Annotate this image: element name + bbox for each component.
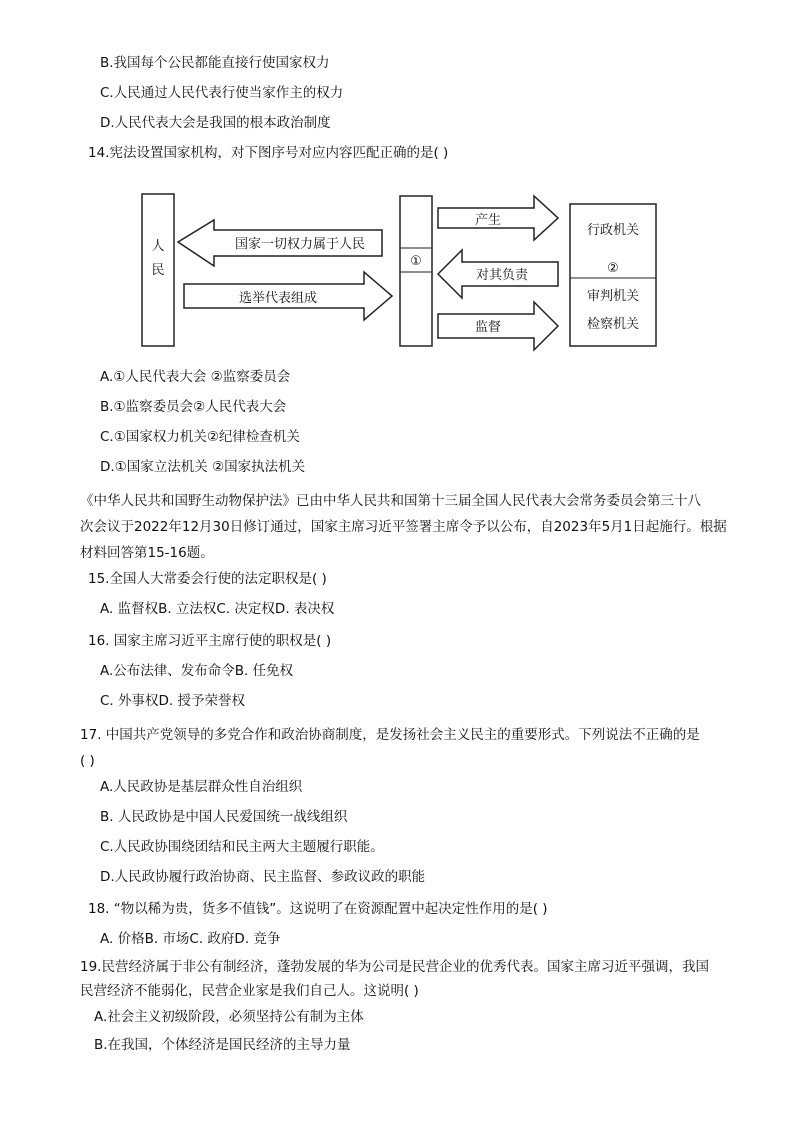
q16-stem: 16. 国家主席习近平主席行使的职权是( ) <box>88 633 332 649</box>
center-label: ① <box>410 254 422 269</box>
q14-option-c: C.①国家权力机关②纪律检查机关 <box>100 429 300 445</box>
q15-stem: 15.全国人大常委会行使的法定职权是( ) <box>88 571 327 587</box>
q16-options-1: A.公布法律、发布命令B. 任免权 <box>100 663 294 679</box>
q19-option-a: A.社会主义初级阶段，必须坚持公有制为主体 <box>94 1009 364 1025</box>
material-line-1: 《中华人民共和国野生动物保护法》已由中华人民共和国第十三届全国人民代表大会常务委员会第三十八 <box>80 493 701 509</box>
arrow-responsible-label: 对其负责 <box>475 268 529 283</box>
q16-options-2: C. 外事权D. 授予荣誉权 <box>100 693 245 709</box>
state-organs-diagram <box>138 190 662 352</box>
q19-option-b: B.在我国，个体经济是国民经济的主导力量 <box>94 1037 351 1053</box>
q14-option-a: A.①人民代表大会 ②监察委员会 <box>100 369 291 385</box>
q17-option-d: D.人民政协履行政治协商、民主监督、参政议政的职能 <box>100 869 426 885</box>
q18-stem: 18. “物以稀为贵，货多不值钱”。这说明了在资源配置中起决定性作用的是( ) <box>88 901 548 917</box>
q14-option-b: B.①监察委员会②人民代表大会 <box>100 399 287 415</box>
center-box <box>400 196 432 346</box>
q19-stem-1: 19.民营经济属于非公有制经济，蓬勃发展的华为公司是民营企业的优秀代表。国家主席习近平强调，我国 <box>80 959 709 975</box>
q17-option-b: B. 人民政协是中国人民爱国统一战线组织 <box>100 809 348 825</box>
q17-stem-1: 17. 中国共产党领导的多党合作和政治协商制度，是发扬社会主义民主的重要形式。下列说法不正确的是 <box>80 727 700 743</box>
people-label-2: 民 <box>151 263 165 278</box>
material-line-3: 材料回答第15-16题。 <box>80 545 214 561</box>
q14-stem: 14.宪法设置国家机构，对下图序号对应内容匹配正确的是( ) <box>88 145 449 161</box>
q17-stem-2: ( ) <box>80 753 95 769</box>
q13-option-d: D.人民代表大会是我国的根本政治制度 <box>100 115 331 131</box>
q13-option-c: C.人民通过人民代表行使当家作主的权力 <box>100 85 344 101</box>
q14-option-d: D.①国家立法机关 ②国家执法机关 <box>100 459 306 475</box>
people-label-1: 人 <box>151 239 165 254</box>
q17-option-a: A.人民政协是基层群众性自治组织 <box>100 779 303 795</box>
arrow-elect-label: 选举代表组成 <box>238 291 318 306</box>
q17-option-c: C.人民政协围绕团结和民主两大主题履行职能。 <box>100 839 384 855</box>
q15-options: A. 监督权B. 立法权C. 决定权D. 表决权 <box>100 601 335 617</box>
arrow-supervise-label: 监督 <box>474 320 502 335</box>
procuratorial-organ-label: 检察机关 <box>586 317 640 332</box>
q19-stem-2: 民营经济不能弱化，民营企业家是我们自己人。这说明( ) <box>80 983 419 999</box>
material-line-2: 次会议于2022年12月30日修订通过，国家主席习近平签署主席令予以公布，自2023年5月1日起施行。根据 <box>80 519 727 535</box>
q13-option-b: B.我国每个公民都能直接行使国家权力 <box>100 55 330 71</box>
arrow-power-label: 国家一切权力属于人民 <box>234 237 366 252</box>
arrow-produce-label: 产生 <box>474 213 502 228</box>
q18-options: A. 价格B. 市场C. 政府D. 竞争 <box>100 931 281 947</box>
judicial-organ-label: 审判机关 <box>586 289 640 304</box>
organ-2-label: ② <box>607 261 619 276</box>
executive-organ-label: 行政机关 <box>586 223 640 238</box>
